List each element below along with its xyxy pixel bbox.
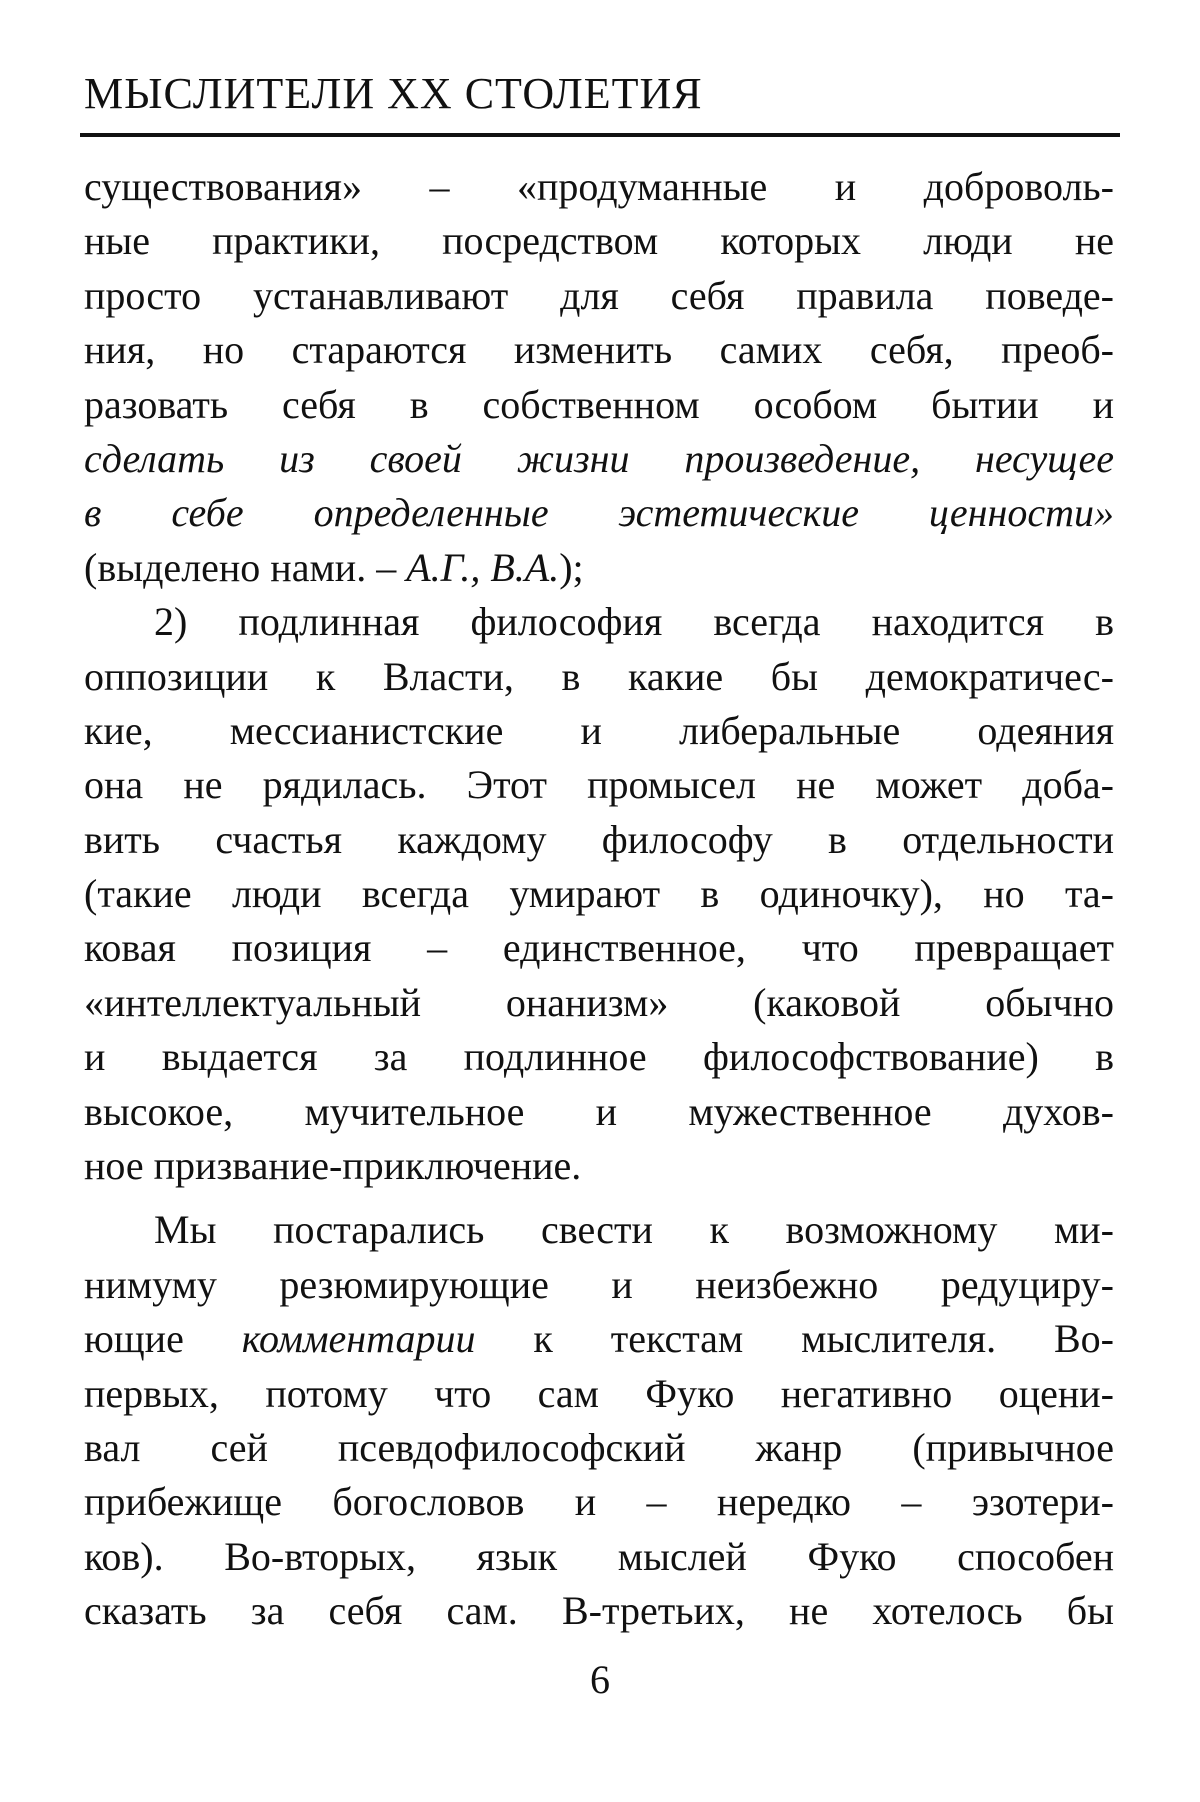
- text-line: ные практики, посредством которых люди не: [84, 218, 1114, 264]
- header-rule: [80, 133, 1120, 137]
- text-line: ния, но стараются изменить самих себя, преоб-: [84, 327, 1114, 373]
- text-span: (выделено нами. –: [84, 544, 407, 590]
- text-span: ющие: [84, 1316, 242, 1362]
- paragraph-start-line: Мы постарались свести к возможному ми-: [154, 1207, 1114, 1253]
- italic-text: в себе определенные эстетические ценности»: [84, 490, 1114, 536]
- author-initials: А.Г., В.А.: [406, 544, 560, 590]
- text-line: и выдается за подлинное философствование) в: [84, 1034, 1114, 1080]
- text-line: (такие люди всегда умирают в одиночку), но та-: [84, 871, 1114, 917]
- text-line: прибежище богословов и – нередко – эзотери-: [84, 1479, 1114, 1525]
- page-number: 6: [590, 1657, 610, 1702]
- text-line: вал сей псевдофилософский жанр (привычное: [84, 1424, 1114, 1470]
- text-line: ное призвание-приключение.: [84, 1143, 582, 1189]
- text-line: просто устанавливают для себя правила поведе-: [84, 272, 1114, 318]
- text-line: ковая позиция – единственное, что превращает: [84, 925, 1114, 971]
- text-line: [84, 1312, 1114, 1366]
- text-line-italic: [84, 486, 1114, 540]
- paragraph-gap: [84, 1193, 1114, 1203]
- text-line: разовать себя в собственном особом бытии и: [84, 381, 1114, 427]
- text-line: она не рядилась. Этот промысел не может доба-: [84, 762, 1114, 808]
- text-span: к текстам мыслителя. Во-: [475, 1316, 1114, 1362]
- text-line: [84, 541, 1114, 595]
- text-line: кие, мессианистские и либеральные одеяния: [84, 707, 1114, 753]
- text-line: нимуму резюмирующие и неизбежно редуциру-: [84, 1261, 1114, 1307]
- text-line: вить счастья каждому философу в отдельности: [84, 816, 1114, 862]
- text-line-italic: [84, 432, 1114, 486]
- text-line: оппозиции к Власти, в какие бы демократичес-: [84, 653, 1114, 699]
- running-head-title: МЫСЛИТЕЛИ XX СТОЛЕТИЯ: [84, 69, 703, 118]
- text-line: «интеллектуальный онанизм» (каковой обычно: [84, 979, 1114, 1025]
- text-line: высокое, мучительное и мужественное духов-: [84, 1088, 1114, 1134]
- body-text: [84, 160, 1114, 1639]
- italic-text: сделать из своей жизни произведение, несущее: [84, 435, 1114, 481]
- text-line: существования» – «продуманные и доброволь-: [84, 164, 1114, 209]
- text-line: сказать за себя сам. В-третьих, не хотелось бы: [84, 1588, 1114, 1634]
- text-line: ков). Во-вторых, язык мыслей Фуко способен: [84, 1533, 1114, 1579]
- text-line: первых, потому что сам Фуко негативно оцени-: [84, 1370, 1114, 1416]
- text-span: );: [559, 544, 584, 590]
- paragraph-start-line: 2) подлинная философия всегда находится в: [154, 599, 1114, 645]
- italic-word: комментарии: [241, 1316, 476, 1362]
